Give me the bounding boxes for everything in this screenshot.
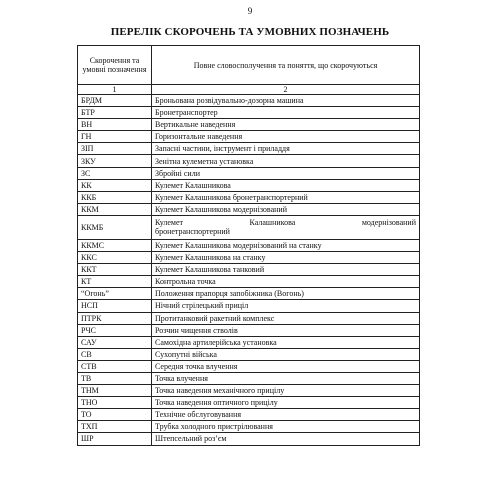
- abbreviation-cell: БРДМ: [78, 95, 152, 107]
- table-row: [78, 348, 420, 360]
- abbreviation-cell: НСП: [78, 300, 152, 312]
- full-phrase-cell: Середня точка влучення: [152, 360, 420, 372]
- table-row: [78, 191, 420, 203]
- abbreviation-cell: САУ: [78, 336, 152, 348]
- table-row: [78, 312, 420, 324]
- table-row: [78, 215, 420, 239]
- abbreviation-cell: СВ: [78, 348, 152, 360]
- abbreviation-cell: ККС: [78, 252, 152, 264]
- table-row: [78, 167, 420, 179]
- abbreviation-cell: КТ: [78, 276, 152, 288]
- full-phrase-line-2: бронетранспортерний: [155, 227, 230, 237]
- full-phrase-cell: Технічне обслуговування: [152, 409, 420, 421]
- abbreviation-cell: ККМС: [78, 239, 152, 251]
- table-header-row: [78, 46, 420, 85]
- full-phrase-cell: Протитанковий ракетний комплекс: [152, 312, 420, 324]
- abbreviation-cell: ПТРК: [78, 312, 152, 324]
- abbreviation-cell: ТНО: [78, 397, 152, 409]
- table-row: [78, 433, 420, 445]
- abbreviation-cell: ККМ: [78, 203, 152, 215]
- header-full-phrase: Повне словосполучення та поняття, що скорочуються: [152, 46, 420, 85]
- abbreviation-cell: ГН: [78, 131, 152, 143]
- full-phrase-word: Кулемет: [155, 218, 184, 228]
- abbreviation-cell: БТР: [78, 107, 152, 119]
- full-phrase-word: Калашникова: [249, 218, 296, 228]
- full-phrase-cell: Положення прапорця запобіжника (Вогонь): [152, 288, 420, 300]
- full-phrase-cell: Запасні частини, інструмент і приладдя: [152, 143, 420, 155]
- table-row: [78, 409, 420, 421]
- abbreviation-cell: ТХП: [78, 421, 152, 433]
- abbreviation-cell: КК: [78, 179, 152, 191]
- full-phrase-cell: Кулемет Калашникова бронетранспортерний: [152, 191, 420, 203]
- table-row: [78, 239, 420, 251]
- full-phrase-cell: Бронетранспортер: [152, 107, 420, 119]
- full-phrase-line-1: [155, 218, 416, 227]
- full-phrase-cell: Точка наведення оптичного прицілу: [152, 397, 420, 409]
- table-row: [78, 324, 420, 336]
- full-phrase-cell: [152, 215, 420, 239]
- abbreviation-cell: ТВ: [78, 372, 152, 384]
- full-phrase-cell: Самохідна артилерійська установка: [152, 336, 420, 348]
- full-phrase-cell: Контрольна точка: [152, 276, 420, 288]
- table-row: [78, 372, 420, 384]
- abbreviation-cell: ЗКУ: [78, 155, 152, 167]
- full-phrase-cell: Нічний стрілецький приціл: [152, 300, 420, 312]
- table-row: [78, 203, 420, 215]
- table-row: [78, 276, 420, 288]
- full-phrase-cell: Точка влучення: [152, 372, 420, 384]
- table-row: [78, 179, 420, 191]
- table-row: [78, 385, 420, 397]
- full-phrase-cell: Кулемет Калашникова модернізований: [152, 203, 420, 215]
- table-row: [78, 95, 420, 107]
- full-phrase-cell: Кулемет Калашникова: [152, 179, 420, 191]
- full-phrase-cell: Штепсельний роз’єм: [152, 433, 420, 445]
- abbreviation-cell: СТВ: [78, 360, 152, 372]
- table-row: [78, 336, 420, 348]
- full-phrase-cell: Кулемет Калашникова танковий: [152, 264, 420, 276]
- page-title: ПЕРЕЛІК СКОРОЧЕНЬ ТА УМОВНИХ ПОЗНАЧЕНЬ: [110, 26, 390, 38]
- full-phrase-cell: Кулемет Калашникова модернізований на станку: [152, 239, 420, 251]
- abbreviation-cell: РЧС: [78, 324, 152, 336]
- column-number-2: 2: [152, 85, 420, 95]
- abbreviation-cell: ККБ: [78, 191, 152, 203]
- full-phrase-cell: Точка наведення механічного прицілу: [152, 385, 420, 397]
- page-number: 9: [247, 6, 253, 16]
- full-phrase-cell: Броньована розвідувально-дозорна машина: [152, 95, 420, 107]
- table-row: [78, 300, 420, 312]
- table-row: [78, 131, 420, 143]
- table-row: [78, 155, 420, 167]
- abbreviation-cell: ВН: [78, 119, 152, 131]
- column-number-row: [78, 85, 420, 95]
- table-row: [78, 264, 420, 276]
- table-row: [78, 143, 420, 155]
- table-row: [78, 107, 420, 119]
- table-row: [78, 119, 420, 131]
- full-phrase-cell: Кулемет Калашникова на станку: [152, 252, 420, 264]
- table-row: [78, 397, 420, 409]
- full-phrase-cell: Зенітна кулеметна установка: [152, 155, 420, 167]
- abbreviation-cell: ТО: [78, 409, 152, 421]
- full-phrase-cell: Вертикальне наведення: [152, 119, 420, 131]
- abbreviation-cell: ЗІП: [78, 143, 152, 155]
- abbreviation-cell: ШР: [78, 433, 152, 445]
- abbreviation-cell: ККТ: [78, 264, 152, 276]
- table-row: [78, 360, 420, 372]
- full-phrase-cell: Горизонтальне наведення: [152, 131, 420, 143]
- abbreviation-cell: ККМБ: [78, 215, 152, 239]
- abbreviation-cell: ЗС: [78, 167, 152, 179]
- full-phrase-cell: Збройні сили: [152, 167, 420, 179]
- abbreviation-cell: “Огонь”: [78, 288, 152, 300]
- abbreviations-table: [77, 45, 420, 446]
- table-row: [78, 252, 420, 264]
- column-number-1: 1: [78, 85, 152, 95]
- header-abbreviation: Скорочення та умовні позначення: [78, 46, 152, 85]
- abbreviations-table-container: [77, 45, 420, 446]
- table-body: [78, 95, 420, 446]
- table-row: [78, 421, 420, 433]
- abbreviation-cell: ТНМ: [78, 385, 152, 397]
- full-phrase-cell: Розчин чищення стволів: [152, 324, 420, 336]
- table-row: [78, 288, 420, 300]
- full-phrase-word: модернізований: [361, 218, 416, 228]
- full-phrase-cell: Трубка холодного пристрілювання: [152, 421, 420, 433]
- full-phrase-cell: Сухопутні війська: [152, 348, 420, 360]
